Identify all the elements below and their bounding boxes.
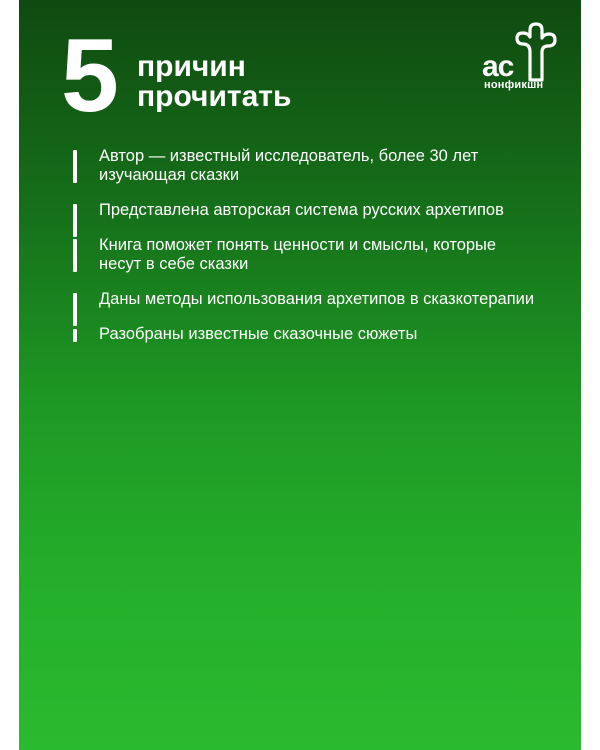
- title-line-1: причин: [137, 50, 246, 83]
- bullet-bar: [73, 239, 77, 272]
- page-title: [137, 52, 291, 112]
- title-line-2: прочитать: [137, 80, 292, 113]
- list-item: [69, 201, 539, 220]
- list-item: [69, 290, 539, 309]
- reason-text: Даны методы использования архетипов в сказкотерапии: [99, 290, 535, 308]
- bullet-bar: [73, 329, 77, 342]
- logo-letters: ас: [482, 50, 514, 83]
- reason-text: Представлена авторская система русских архетипов: [99, 201, 504, 219]
- reason-text: Автор — известный исследователь, более 30 лет изучающая сказки: [99, 147, 479, 184]
- reason-text: Книга поможет понять ценности и смыслы, которые несут в себе сказки: [99, 236, 497, 273]
- bullet-bar: [73, 293, 77, 326]
- publisher-logo: [476, 22, 562, 94]
- bullet-bar: [73, 150, 77, 183]
- reason-text: Разобраны известные сказочные сюжеты: [99, 325, 418, 343]
- list-item: [69, 325, 539, 344]
- logo-subtitle: нонфикшн: [484, 79, 544, 91]
- bullet-bar: [73, 204, 77, 237]
- promo-card: [19, 0, 581, 750]
- list-item: [69, 147, 539, 185]
- reasons-list: [69, 147, 539, 360]
- reasons-count: 5: [61, 18, 117, 134]
- list-item: [69, 236, 539, 274]
